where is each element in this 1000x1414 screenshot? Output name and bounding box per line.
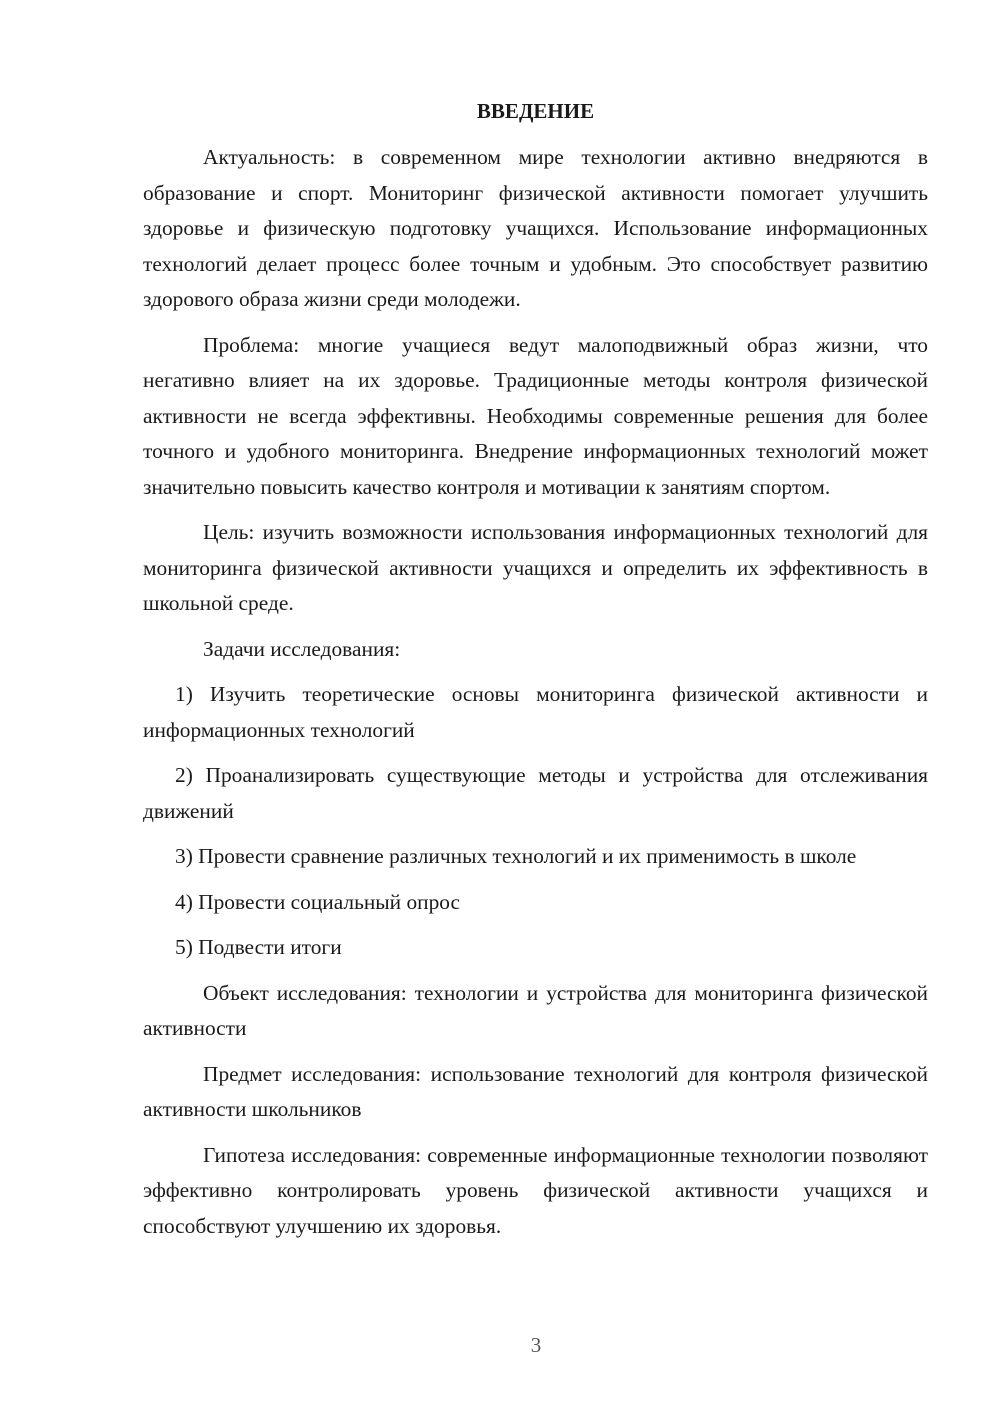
relevance-paragraph: Актуальность: в современном мире технологии активно внедряются в образование и спорт. Мониторинг физической активности помогает улучшить здоровье и физическую подготовку учащихся. Использование информационных технологий делает процесс более точным и удобным. Это способствует развитию здорового образа жизни среди молодежи.: [143, 145, 928, 311]
page-number: 3: [530, 1333, 542, 1357]
document-body: [143, 96, 928, 1254]
tasks-heading: Задачи исследования:: [203, 636, 401, 661]
problem-paragraph: Проблема: многие учащиеся ведут малоподвижный образ жизни, что негативно влияет на их здоровье. Традиционные методы контроля физической активности не всегда эффективны. Необходимы современные решения для более точного и удобного мониторинга. Внедрение информационных технологий может значительно повысить качество контроля и мотивации к занятиям спортом.: [143, 332, 928, 499]
subject-paragraph: Предмет исследования: использование технологий для контроля физической активности школьников: [143, 1061, 928, 1121]
goal-paragraph: Цель: изучить возможности использования информационных технологий для мониторинга физической активности учащихся и определить их эффективность в школьной среде.: [143, 520, 928, 615]
task-item: 3) Провести сравнение различных технологий и их применимость в школе: [175, 844, 857, 868]
hypothesis-paragraph: Гипотеза исследования: современные информационные технологии позволяют эффективно контролировать уровень физической активности учащихся и способствуют улучшению их здоровья.: [143, 1142, 928, 1238]
object-paragraph: Объект исследования: технологии и устройства для мониторинга физической активности: [143, 980, 928, 1040]
task-item: 4) Провести социальный опрос: [175, 889, 461, 914]
task-item: 5) Подвести итоги: [175, 935, 342, 959]
task-item: 2) Проанализировать существующие методы и устройства для отслеживания движений: [143, 763, 928, 823]
task-item: 1) Изучить теоретические основы мониторинга физической активности и информационных технологий: [143, 682, 928, 742]
page-title: ВВЕДЕНИЕ: [476, 99, 595, 123]
